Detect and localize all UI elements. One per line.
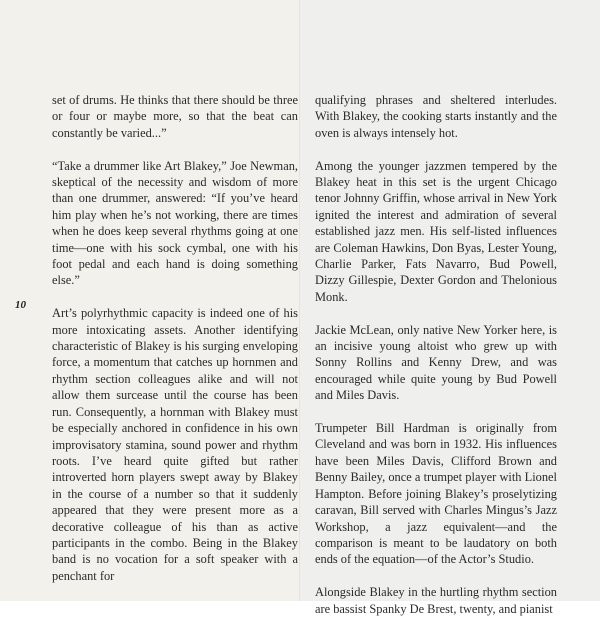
paragraph: set of drums. He thinks that there should be three or four or maybe more, so that the beat can constantly be varied...” [52, 93, 298, 140]
right-page [300, 0, 600, 616]
paragraph: Among the younger jazzmen tempered by the Blakey heat in this set is the urgent Chicago tenor Johnny Griffin, whose arrival in New York ignited the interest and admiration of several established jazz men. His self-listed influences are Coleman Hawkins, Don Byas, Lester Young, Charlie Parker, Fats Navarro, Bud Powell, Dizzy Gillespie, Dexter Gordon and Thelonious Monk. [315, 158, 557, 304]
paragraph: Trumpeter Bill Hardman is originally from Cleveland and was born in 1932. His influences have been Miles Davis, Clifford Brown and Benny Bailey, once a trumpet player with Lionel Hampton. Before joining Blakey’s proselytizing caravan, Bill served with Charles Mingus’s Jazz Workshop, a jazz equivalent—and the comparison is meant to be laudatory on both ends of the equation—of the Actor’s Studio. [315, 421, 557, 567]
paragraph: Art’s polyrhythmic capacity is indeed one of his more intoxicating assets. Another identifying characteristic of Blakey is his surging enveloping force, a momentum that catches up hornmen and rhythm section colleagues alike and will not allow them surcease until the course has been run. Consequently, a hornman with Blakey must be especially anchored in confidence in his own improvisatory stamina, sound power and rhythm roots. I’ve heard quite gifted but rather introverted horn players swept away by Blakey in the course of a number so that it suddenly appeared that they were present more as a decorative colleague of his than as active participants in the combo. Being in the Blakey band is no vocation for a soft speaker with a penchant for [52, 306, 298, 583]
page-number: 10 [15, 299, 26, 311]
paragraph: Jackie McLean, only native New Yorker here, is an incisive young altoist who grew up with Sonny Rollins and Kenny Drew, and was encouraged while quite young by Bud Powell and Miles Davis. [315, 322, 557, 403]
left-column [52, 92, 298, 601]
paragraph: qualifying phrases and sheltered interludes. With Blakey, the cooking starts instantly and the oven is always intensely hot. [315, 93, 557, 140]
paragraph: Alongside Blakey in the hurtling rhythm section are bassist Spanky De Brest, twenty, and pianist [315, 585, 557, 616]
right-column [315, 92, 557, 633]
left-page [0, 0, 300, 601]
paragraph: “Take a drummer like Art Blakey,” Joe Newman, skeptical of the necessity and wisdom of more than one drummer, answered: “If you’ve heard him play when he’s not working, there are times when he does keep several rhythms going at one time—one with his sock cymbal, one with his foot pedal and each hand is doing something else.” [52, 158, 298, 288]
